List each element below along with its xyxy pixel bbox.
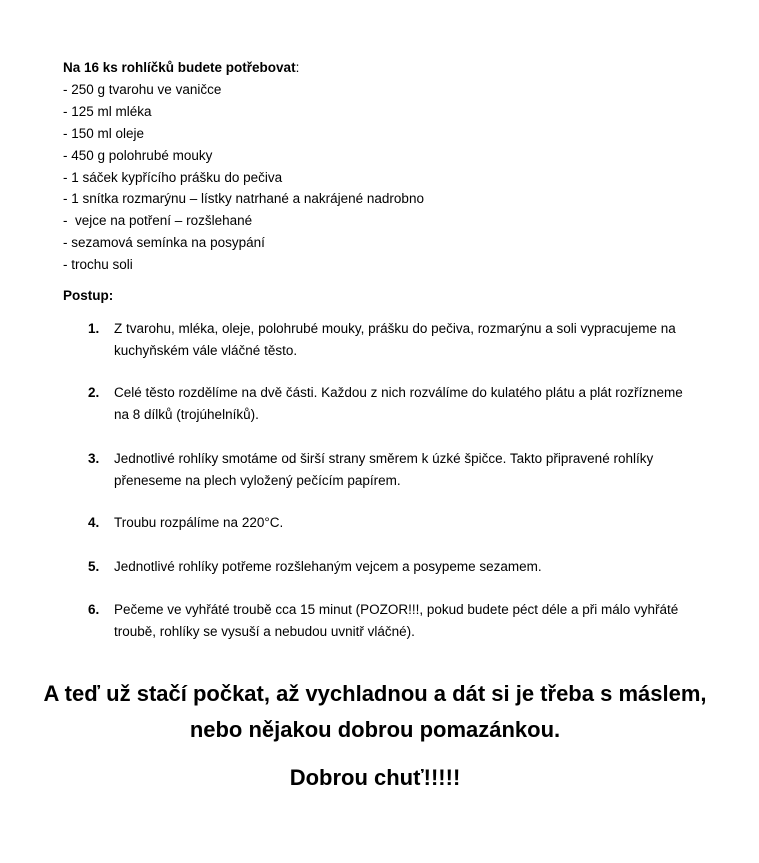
farewell-text: Dobrou chuť!!!!! [289,765,461,790]
step-text: Celé těsto rozdělíme na dvě části. Každou z nich rozválíme do kulatého plátu a plát rozřízneme na 8 dílků (trojúhelníků). [114,385,683,422]
ingredient-item: - 450 g polohrubé mouky [63,147,213,163]
step-number: 2. [88,385,100,400]
ingredient-item: - 125 ml mléka [63,103,152,119]
step-text: Pečeme ve vyhřáté troubě cca 15 minut (POZOR!!!, pokud budete péct déle a při málo vyhřáté troubě, rohlíky se vysuší a nebudou uvnitř vláčné). [114,602,679,639]
closing-remark: A teď už stačí počkat, až vychladnou a dát si je třeba s máslem, nebo nějakou dobrou pomazánkou. [43,681,707,742]
ingredients-heading-colon: : [295,60,300,75]
ingredient-item: - 250 g tvarohu ve vaničce [63,82,222,97]
step-text: Troubu rozpálíme na 220°C. [114,515,284,530]
step-text: Jednotlivé rohlíky smotáme od širší strany směrem k úzké špičce. Takto připravené rohlíky přeneseme na plech vyložený pečícím papírem. [114,451,654,488]
ingredient-item: - vejce na potření – rozšlehané [63,213,253,229]
procedure-heading: Postup: [63,288,114,303]
ingredient-item: - sezamová semínka na posypání [63,235,265,251]
step-text: Jednotlivé rohlíky potřeme rozšlehaným vejcem a posypeme sezamem. [114,559,542,574]
step-number: 4. [88,515,100,530]
ingredients-heading-text: Na 16 ks rohlíčků budete potřebovat [63,60,296,75]
step-number: 5. [88,559,100,574]
step-number: 6. [88,602,100,617]
ingredient-item: - 150 ml oleje [63,125,145,141]
step-text: Z tvarohu, mléka, oleje, polohrubé mouky, prášku do pečiva, rozmarýnu a soli vypracujeme na kuchyňském vále vláčné těsto. [114,321,676,358]
step-number: 1. [88,321,100,336]
ingredient-item: - 1 snítka rozmarýnu – lístky natrhané a nakrájené nadrobno [63,191,424,207]
ingredients-list [63,79,424,276]
step-number: 3. [88,451,100,466]
ingredient-item: - 1 sáček kypřícího prášku do pečiva [63,169,283,185]
ingredient-item: - trochu soli [63,257,133,273]
ingredients-heading [63,58,299,78]
